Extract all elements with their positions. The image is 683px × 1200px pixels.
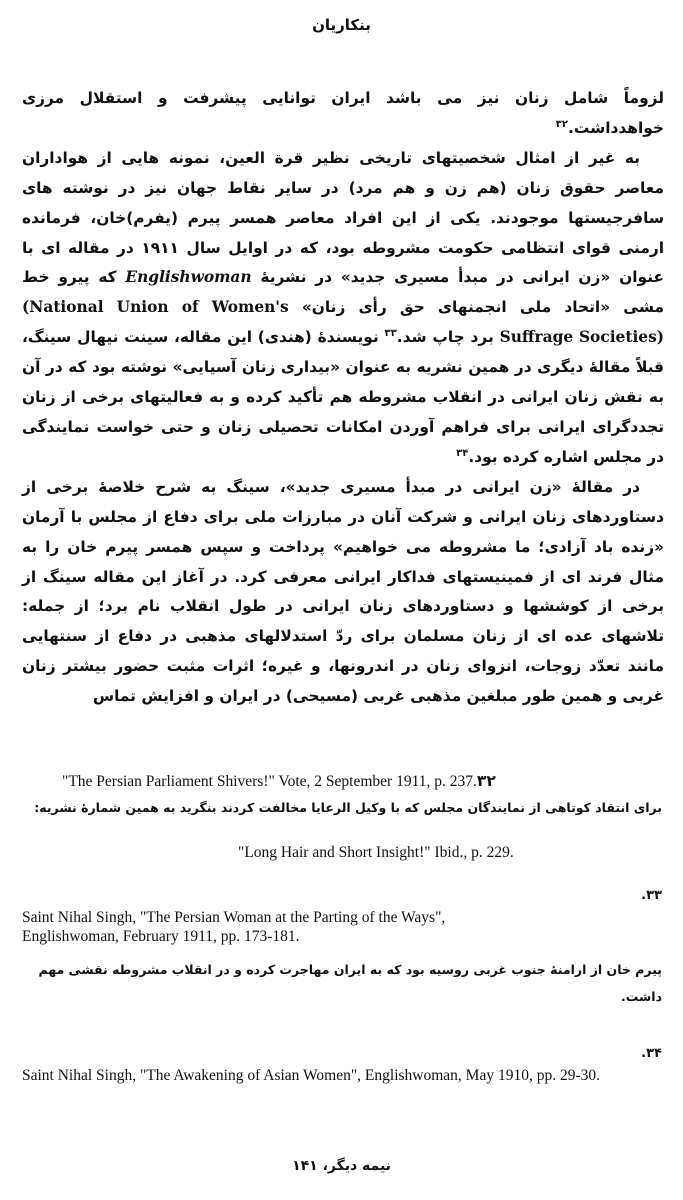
paragraph-1-text: لزوماً شامل زنان نیز می باشد ایران توانایی پیشرفت و استقلال مرزی خواهدداشت. — [22, 89, 664, 137]
paragraph-2-text-b: که پیرو خط مشی «اتحاد ملی انجمنهای حق رأی زنان» — [22, 268, 665, 317]
paragraph-2-text-a: به غیر از امثال شخصیتهای تاریخی نظیر قرة العین، نمونه هایی از هواداران معاصر حقوق زنان (هم زن و هم مرد) در سایر نقاط جهان نیز در نوشته های سافرجیستها موجودند. یکی از این افراد معاصر همسر پیرم (یفرم)خان، فرمانده ارمنی قوای انتظامی حکومت مشروطه بود، که در اوایل سال ۱۹۱۱ در مقاله ای با عنوان «زن ایرانی در مبدأ مسیری جدید» در نشریهٔ — [22, 148, 664, 287]
footnote-32-citation: "The Persian Parliament Shivers!" Vote, 2 September 1911, p. 237. — [62, 773, 477, 790]
organization-name: (National Union of Women's Suffrage Societies) — [22, 298, 665, 347]
running-header: بنکاریان — [312, 16, 371, 34]
paragraph-2-text-d: نویسندهٔ (هندی) این مقاله، سینت نیهال سینگ، قبلاً مقالهٔ دیگری در همین نشریه به عنوان «بیداری زنان آسیایی» نوشته بود که در آن به نقش زنان ایرانی در انقلاب مشروطه هم تأکید کرده و به فعالیتهای برخی از زنان تجددگرای ایرانی برای فراهم آوردن امکانات تحصیلی زنان و حتی خواست نمایندگی در مجلس اشاره کرده بود. — [22, 328, 664, 466]
footnote-33-citation: Saint Nihal Singh, "The Persian Woman at the Parting of the Ways", Englishwoman, February 1911, pp. 173-181. — [22, 909, 446, 945]
footnote-33-number: ۳۳. — [641, 888, 662, 903]
footnote-ref-34: ۳۴ — [456, 447, 469, 459]
footnote-32-second-citation: "Long Hair and Short Insight!" Ibid., p. 229. — [238, 844, 514, 861]
footnote-32-english — [62, 772, 662, 791]
paragraph-2-text-c: برد چاپ شد. — [396, 328, 494, 347]
page-footer: نیمه دیگر، ۱۴۱ — [292, 1158, 391, 1174]
footnote-34-citation: Saint Nihal Singh, "The Awakening of Asian Women", Englishwoman, May 1910, pp. 29-30. — [22, 1067, 600, 1084]
paragraph-3 — [22, 473, 664, 712]
footnote-32-number: ۳۲ — [476, 772, 496, 790]
publication-name: Englishwoman — [125, 268, 252, 287]
paragraph-3-text: در مقالهٔ «زن ایرانی در مبدأ مسیری جدید»، سینگ به شرح خلاصهٔ برخی از دستاوردهای زنان ایرانی و شرکت آنان در مبارزات ملی برای دفاع از مجلس با آرمان «زنده باد آزادی؛ ما مشروطه می خواهیم» پرداخت و سپس همسر پیرم خان را به مثال فرند ای از فمینیستهای فداکار ایرانی معرفی کرد. در آغاز این مقاله سینگ از برخی از کوششها و دستاوردهای زنان ایرانی در طول انقلاب نام برد؛ از جمله: تلاشهای عده ای از زنان مسلمان برای ردّ استدلالهای مذهبی در دفاع از سنتهایی مانند تعدّد زوجات، انزوای زنان در اندرونها، و غیره؛ اثرات مثبت حضور بیشتر زنان غربی و همین طور مبلغین مذهبی غربی (مسیحی) در ایران و افزایش تماس — [22, 477, 664, 706]
footnote-33-persian: پیرم خان از ارامنهٔ جنوب غربی روسیه بود که به ایران مهاجرت کرده و در انقلاب مشروطه نقشی مهم داشت. — [38, 962, 662, 1004]
footnote-ref-33: ۳۳ — [384, 328, 397, 340]
paragraph-2 — [22, 144, 664, 473]
footnote-34-number: ۳۴. — [641, 1046, 662, 1061]
footnote-32-persian: برای انتقاد کوتاهی از نمایندگان مجلس که با وکیل الرعایا مخالفت کردند بنگرید به همین شمارهٔ نشریه: — [34, 800, 662, 815]
footnote-ref-32: ۳۲ — [555, 118, 568, 130]
paragraph-1 — [22, 84, 664, 144]
main-text — [22, 84, 664, 712]
